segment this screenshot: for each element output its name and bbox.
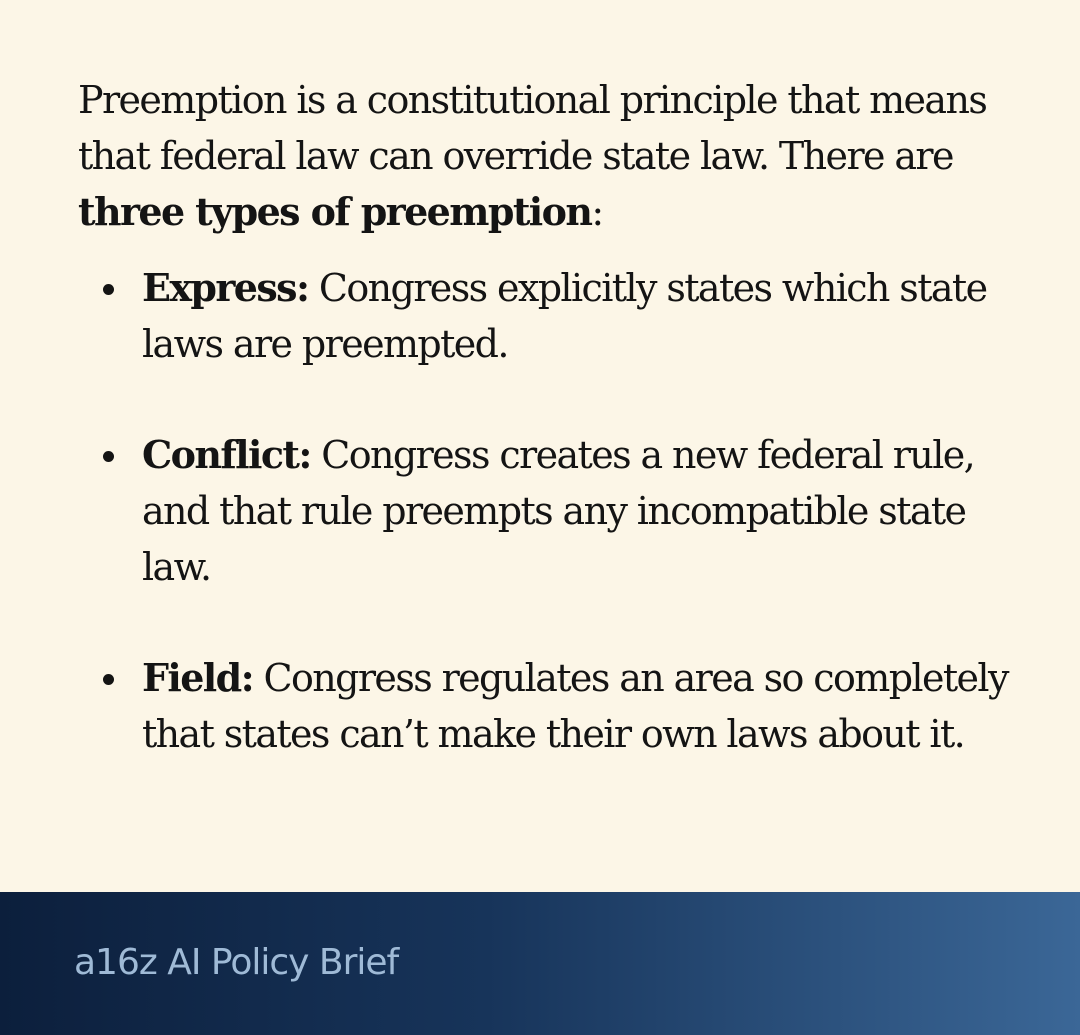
- bullet-icon: [103, 451, 114, 462]
- list-item-conflict: [78, 427, 1018, 595]
- bullet-icon: [103, 674, 114, 685]
- type-name: Conflict:: [142, 432, 311, 477]
- type-description: Congress creates a new federal rule, and that rule preempts any incompatible state law.: [142, 433, 975, 589]
- intro-text: Preemption is a constitutional principle that means that federal law can override state law. There are: [78, 78, 987, 178]
- type-description: Congress explicitly states which state laws are preempted.: [142, 266, 987, 366]
- preemption-types-list: [78, 260, 1018, 762]
- intro-trailing: :: [591, 190, 603, 234]
- type-description: Congress regulates an area so completely that states can’t make their own laws about it.: [142, 656, 1008, 756]
- footer-label: a16z AI Policy Brief: [74, 942, 399, 983]
- list-item-field: [78, 650, 1018, 762]
- brief-content: [78, 72, 1018, 762]
- intro-emphasis: three types of preemption: [78, 189, 592, 234]
- footer-banner: [0, 892, 1080, 1035]
- type-name: Express:: [142, 265, 309, 310]
- list-item-express: [78, 260, 1018, 372]
- intro-paragraph: [78, 72, 1018, 240]
- bullet-icon: [103, 284, 114, 295]
- type-name: Field:: [142, 655, 254, 700]
